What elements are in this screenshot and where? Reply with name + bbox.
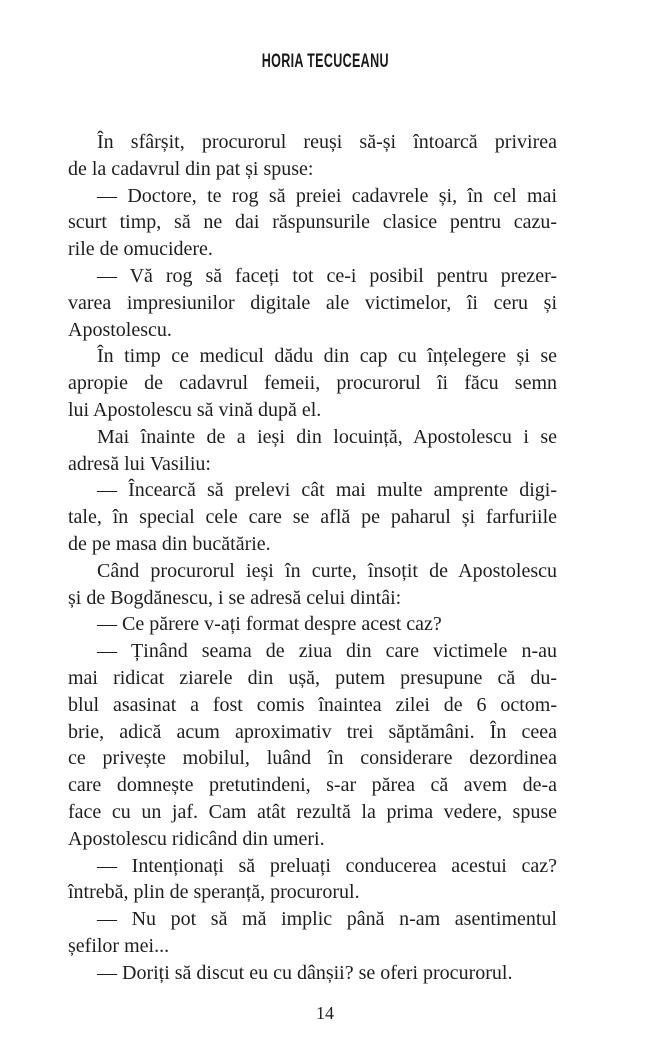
text-line: întrebă, plin de speranță, procurorul. bbox=[68, 881, 360, 904]
text-line: tale, în special cele care se află pe paharul și farfuriile bbox=[68, 506, 557, 529]
paragraph bbox=[68, 853, 557, 907]
text-line: blul asasinat a fost comis înaintea zilei de 6 octom- bbox=[68, 693, 557, 716]
text-line: mai ridicat ziarele din ușă, putem presupune că du- bbox=[68, 666, 557, 689]
text-line: Apostolescu. bbox=[68, 318, 172, 341]
text-line: Mai înainte de a ieși din locuință, Apostolescu i se bbox=[97, 425, 557, 448]
text-line: Când procurorul ieși în curte, însoțit de Apostolescu bbox=[97, 559, 557, 582]
text-line: apropie de cadavrul femeii, procurorul îi făcu semn bbox=[68, 372, 557, 395]
text-line: — Doctore, te rog să preiei cadavrele și, în cel mai bbox=[97, 184, 557, 207]
text-line: — Nu pot să mă implic până n-am asentimentul bbox=[97, 908, 557, 931]
running-header-author: HORIA TECUCEANU bbox=[261, 51, 389, 72]
text-line: — Ce părere v-ați format despre acest caz? bbox=[97, 613, 442, 636]
text-line: brie, adică acum aproximativ trei săptămâni. În ceea bbox=[68, 720, 557, 743]
text-line: ce privește mobilul, luând în considerare dezordinea bbox=[68, 747, 557, 770]
text-line: lui Apostolescu să vină după el. bbox=[68, 398, 322, 421]
text-line: care domnește pretutindeni, s-ar părea că avem de-a bbox=[68, 774, 557, 797]
paragraph bbox=[68, 906, 557, 960]
paragraph bbox=[68, 477, 557, 557]
paragraph bbox=[68, 611, 557, 638]
text-line: — Ținând seama de ziua din care victimele n-au bbox=[97, 640, 557, 663]
paragraph bbox=[68, 558, 557, 612]
text-line: În sfârșit, procurorul reuși să-și întoarcă privirea bbox=[97, 131, 557, 153]
text-line: — Încearcă să prelevi cât mai multe amprente digi- bbox=[97, 479, 557, 502]
paragraph bbox=[68, 343, 557, 423]
text-line: de pe masa din bucătărie. bbox=[68, 532, 271, 555]
text-line: varea impresiunilor digitale ale victimelor, îi ceru și bbox=[68, 291, 557, 314]
text-line: — Doriți să discut eu cu dânșii? se oferi procurorul. bbox=[97, 961, 513, 984]
text-line: și de Bogdănescu, i se adresă celui dintâi: bbox=[68, 586, 402, 609]
paragraph bbox=[68, 183, 557, 263]
page-number: 14 bbox=[316, 1003, 334, 1023]
text-block bbox=[68, 129, 557, 987]
text-line: Apostolescu ridicând din umeri. bbox=[68, 827, 325, 850]
text-line: rile de omucidere. bbox=[68, 238, 213, 261]
text-line: șefilor mei... bbox=[68, 934, 170, 957]
paragraph bbox=[68, 263, 557, 343]
text-line: În timp ce medicul dădu din cap cu înțelegere și se bbox=[97, 345, 557, 368]
text-line: — Vă rog să faceți tot ce-i posibil pentru prezer- bbox=[97, 264, 557, 287]
text-line: de la cadavrul din pat și spuse: bbox=[68, 157, 314, 180]
text-line: face cu un jaf. Cam atât rezultă la prima vedere, spuse bbox=[68, 800, 557, 823]
text-line: — Intenționați să preluați conducerea acestui caz? bbox=[97, 854, 557, 877]
text-line: adresă lui Vasiliu: bbox=[68, 452, 211, 475]
paragraph bbox=[68, 638, 557, 852]
paragraph bbox=[68, 424, 557, 478]
paragraph bbox=[68, 960, 557, 987]
running-header bbox=[0, 52, 650, 71]
text-line: scurt timp, să ne dai răspunsurile clasice pentru cazu- bbox=[68, 211, 557, 234]
paragraph bbox=[68, 129, 557, 183]
